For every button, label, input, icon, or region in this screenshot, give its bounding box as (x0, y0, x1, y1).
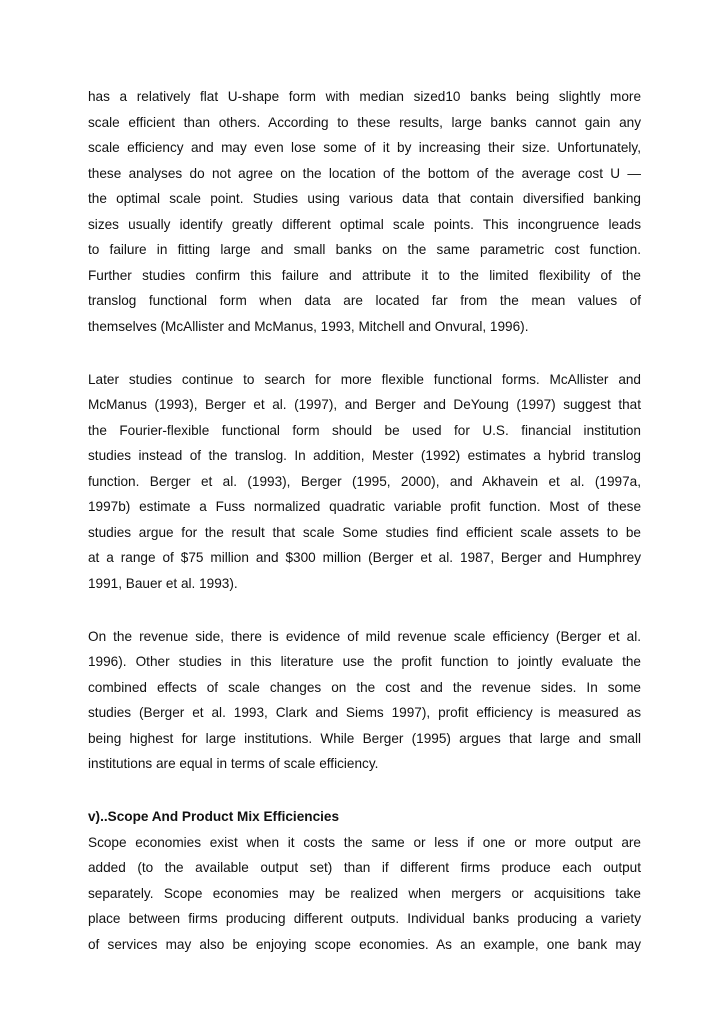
text-line: the Fourier-flexible functional form should be used for U.S. financial institution (88, 422, 641, 438)
page-body (88, 84, 641, 957)
text-line: sizes usually identify greatly different optimal scale points. This incongruence leads (88, 216, 641, 232)
text-line: function. Berger et al. (1993), Berger (1995, 2000), and Akhavein et al. (1997a, (88, 473, 641, 489)
paragraph-1 (88, 84, 641, 339)
section-heading: v)..Scope And Product Mix Efficiencies (88, 809, 340, 824)
text-line: the optimal scale point. Studies using various data that contain diversified banking (88, 191, 641, 206)
paragraph-3 (88, 624, 641, 777)
text-line: has a relatively flat U-shape form with median sized10 banks being slightly more (88, 89, 641, 104)
text-line: scale efficiency and may even lose some of it by increasing their size. Unfortunately, (88, 140, 641, 155)
text-line: institutions are equal in terms of scale efficiency. (88, 756, 379, 771)
text-line: studies argue for the result that scale Some studies find efficient scale assets to be (88, 524, 641, 540)
section-paragraph (88, 830, 641, 958)
text-line: On the revenue side, there is evidence of mild revenue scale efficiency (Berger et al. (88, 628, 641, 644)
text-line: translog functional form when data are located far from the mean values of (88, 293, 641, 308)
text-line: added (to the available output set) than if different firms produce each output (88, 860, 641, 875)
text-line: Further studies confirm this failure and attribute it to the limited flexibility of the (88, 267, 641, 283)
text-line: scale efficient than others. According to these results, large banks cannot gain any (88, 114, 641, 130)
text-line: 1997b) estimate a Fuss normalized quadratic variable profit function. Most of these (88, 499, 641, 514)
text-line: separately. Scope economies may be realized when mergers or acquisitions take (88, 885, 641, 901)
paragraph-gap (88, 596, 641, 624)
text-line: themselves (McAllister and McManus, 1993, Mitchell and Onvural, 1996). (88, 318, 529, 334)
text-line: to failure in fitting large and small banks on the same parametric cost function. (88, 242, 641, 257)
text-line: place between firms producing different outputs. Individual banks producing a variety (88, 911, 641, 926)
text-line: at a range of $75 million and $300 million (Berger et al. 1987, Berger and Humphrey (88, 550, 641, 565)
text-line: studies instead of the translog. In addition, Mester (1992) estimates a hybrid translog (88, 448, 641, 463)
paragraph-gap (88, 777, 641, 805)
text-line: of services may also be enjoying scope economies. As an example, one bank may (88, 936, 641, 952)
text-line: studies (Berger et al. 1993, Clark and Siems 1997), profit efficiency is measured as (88, 705, 641, 720)
text-line: 1991, Bauer et al. 1993). (88, 575, 238, 591)
text-line: Scope economies exist when it costs the same or less if one or more output are (88, 834, 641, 850)
text-line: McManus (1993), Berger et al. (1997), and Berger and DeYoung (1997) suggest that (88, 397, 641, 412)
text-line: 1996). Other studies in this literature use the profit function to jointly evaluate the (88, 654, 641, 669)
paragraph-2 (88, 367, 641, 597)
text-line: combined effects of scale changes on the cost and the revenue sides. In some (88, 679, 641, 695)
text-line: Later studies continue to search for more flexible functional forms. McAllister and (88, 371, 641, 387)
text-line: these analyses do not agree on the location of the bottom of the average cost U — (88, 165, 641, 181)
paragraph-gap (88, 339, 641, 367)
text-line: being highest for large institutions. While Berger (1995) argues that large and small (88, 730, 641, 746)
